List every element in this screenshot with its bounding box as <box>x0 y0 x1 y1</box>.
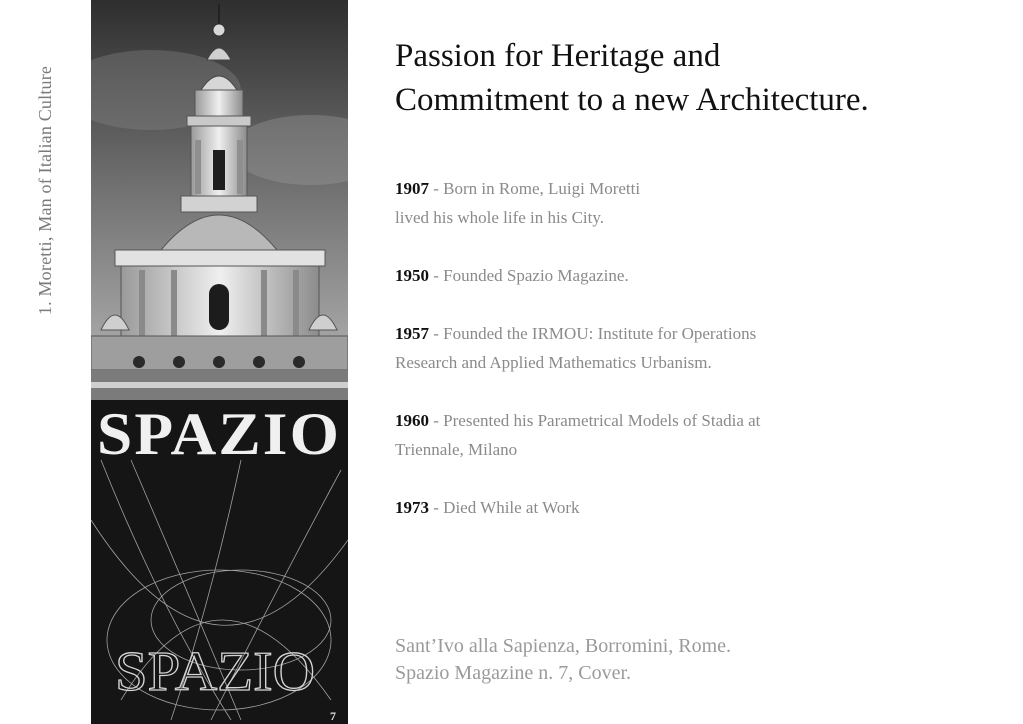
timeline-text: - Founded the IRMOU: Institute for Operations <box>429 324 757 343</box>
timeline-entry <box>395 261 995 290</box>
cover-title-bottom: SPAZIO <box>115 641 315 703</box>
heading-line-2: Commitment to a new Architecture. <box>395 82 869 118</box>
cover-issue-number: 7 <box>330 709 336 723</box>
caption-line-2: Spazio Magazine n. 7, Cover. <box>395 662 632 684</box>
timeline-text: - Born in Rome, Luigi Moretti <box>429 179 641 198</box>
timeline-entry <box>395 406 995 464</box>
timeline-text: - Died While at Work <box>429 498 580 517</box>
timeline-text-continued: Research and Applied Mathematics Urbanism. <box>395 353 712 372</box>
timeline-year: 1907 <box>395 179 429 198</box>
timeline-entry <box>395 319 995 377</box>
side-title <box>18 40 74 340</box>
cover-title-top: SPAZIO <box>97 401 341 467</box>
timeline-year: 1960 <box>395 411 429 430</box>
cover-image-panel <box>91 0 348 724</box>
timeline-year: 1950 <box>395 266 429 285</box>
page-heading <box>395 34 995 122</box>
heading-line-1: Passion for Heritage and <box>395 38 721 74</box>
timeline-text-continued: lived his whole life in his City. <box>395 208 605 227</box>
timeline-text-continued: Triennale, Milano <box>395 440 518 459</box>
side-title-text: 1. Moretti, Man of Italian Culture <box>35 65 56 315</box>
timeline <box>395 174 995 551</box>
timeline-entry <box>395 493 995 522</box>
caption-line-1: Sant’Ivo alla Sapienza, Borromini, Rome. <box>395 635 732 657</box>
timeline-text: - Founded Spazio Magazine. <box>429 266 629 285</box>
timeline-entry <box>395 174 995 232</box>
cover-illustration <box>91 0 348 724</box>
timeline-text: - Presented his Parametrical Models of Stadia at <box>429 411 761 430</box>
timeline-year: 1973 <box>395 498 429 517</box>
image-caption <box>395 633 995 687</box>
timeline-year: 1957 <box>395 324 429 343</box>
